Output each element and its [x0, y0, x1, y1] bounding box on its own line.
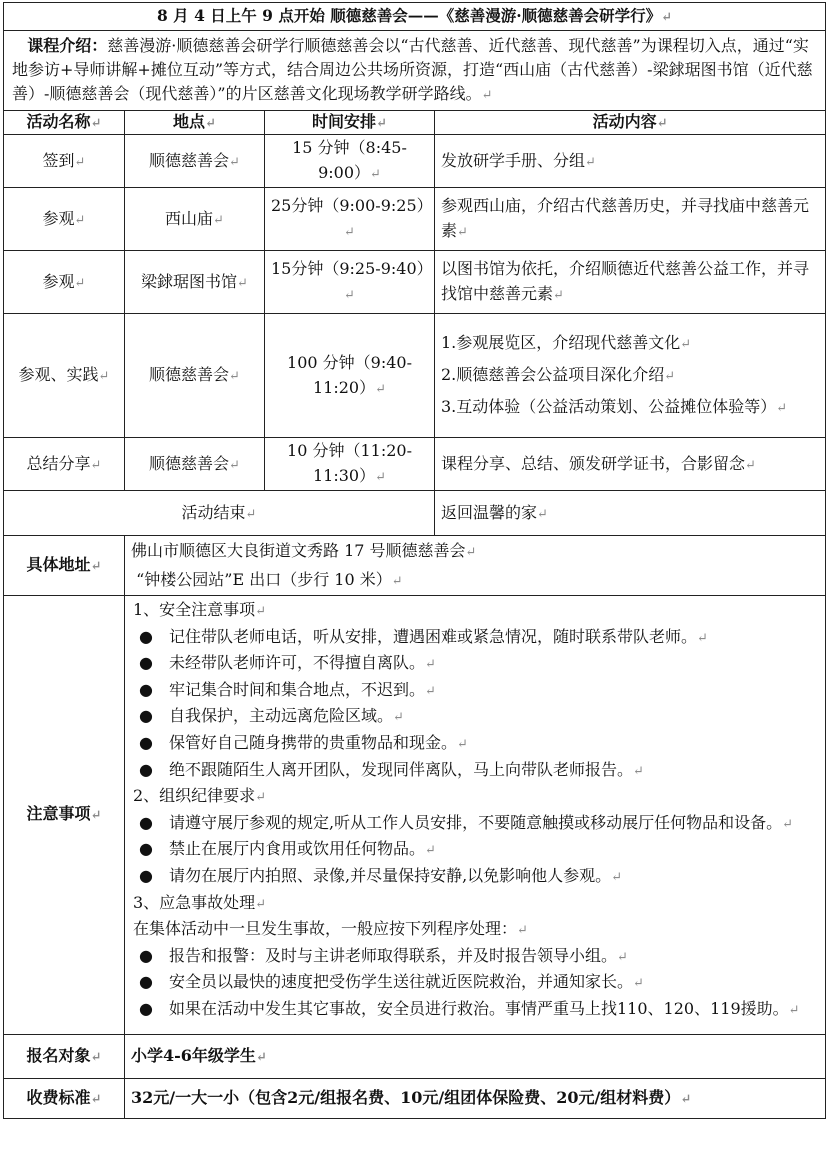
audience-label: 报名对象↵ [4, 1034, 125, 1078]
activity-end-label: 活动结束↵ [4, 491, 435, 536]
address-line-1: 佛山市顺德区大良街道文秀路 17 号顺德慈善会↵ [131, 540, 477, 560]
activity-time: 15 分钟（8:45-9:00）↵ [265, 135, 435, 188]
fee-label: 收费标准↵ [4, 1078, 125, 1118]
activity-content: 参观西山庙，介绍古代慈善历史，并寻找庙中慈善元素↵ [435, 188, 826, 251]
activity-place: 梁銶琚图书馆↵ [125, 251, 265, 314]
bullet-icon: ● [139, 626, 153, 646]
table-row [4, 314, 826, 438]
notes-section-title: 2、组织纪律要求↵ [133, 786, 267, 806]
course-intro [4, 31, 826, 111]
activity-time: 25分钟（9:00-9:25）↵ [265, 188, 435, 251]
list-item: ● 报告和报警：及时与主讲老师取得联系，并及时报告领导小组。↵ [133, 944, 821, 971]
fee-row [4, 1078, 826, 1118]
list-item: ● 请遵守展厅参观的规定,听从工作人员安排，不要随意触摸或移动展厅任何物品和设备。↵ [133, 811, 821, 838]
intro-label: 课程介绍： [27, 36, 108, 55]
audience-row [4, 1034, 826, 1078]
intro-row [4, 31, 826, 111]
activity-name: 签到↵ [4, 135, 125, 188]
table-header-row [4, 111, 826, 135]
course-table [3, 2, 826, 1119]
activity-content: 以图书馆为依托，介绍顺德近代慈善公益工作，并寻找馆中慈善元素↵ [435, 251, 826, 314]
bullet-icon: ● [139, 732, 153, 752]
activity-end-content: 返回温馨的家↵ [435, 491, 826, 536]
content-line: 3.互动体验（公益活动策划、公益摊位体验等）↵ [441, 396, 788, 416]
content-line: 2.顺德慈善会公益项目深化介绍↵ [441, 364, 676, 384]
bullet-icon: ● [139, 839, 153, 859]
activity-time: 100 分钟（9:40-11:20）↵ [265, 314, 435, 438]
bullet-icon: ● [139, 706, 153, 726]
list-item: ● 安全员以最快的速度把受伤学生送往就近医院救治，并通知家长。↵ [133, 970, 821, 997]
list-item: ● 保管好自己随身携带的贵重物品和现金。↵ [133, 731, 821, 758]
page-title: 8 月 4 日上午 9 点开始 顺德慈善会——《慈善漫游·顺德慈善会研学行》↵ [4, 3, 826, 31]
activity-place: 顺德慈善会↵ [125, 314, 265, 438]
list-item: ● 牢记集合时间和集合地点，不迟到。↵ [133, 678, 821, 705]
header-content: 活动内容↵ [435, 111, 826, 135]
activity-content [435, 314, 826, 438]
notes-section-intro: 在集体活动中一旦发生事故，一般应按下列程序处理：↵ [133, 919, 528, 939]
list-item: ● 请勿在展厅内拍照、录像,并尽量保持安静,以免影响他人参观。↵ [133, 864, 821, 891]
audience-value: 小学4-6年级学生↵ [125, 1034, 826, 1078]
title-row [4, 3, 826, 31]
activity-content: 课程分享、总结、颁发研学证书，合影留念↵ [435, 438, 826, 491]
list-item: ● 未经带队老师许可，不得擅自离队。↵ [133, 651, 821, 678]
list-item: ● 绝不跟随陌生人离开团队，发现同伴离队，马上向带队老师报告。↵ [133, 758, 821, 785]
bullet-icon: ● [139, 998, 153, 1018]
activity-name: 总结分享↵ [4, 438, 125, 491]
header-time: 时间安排↵ [265, 111, 435, 135]
address-line-2: “钟楼公园站”E 出口（步行 10 米）↵ [136, 569, 403, 589]
activity-place: 顺德慈善会↵ [125, 438, 265, 491]
content-line: 1.参观展览区，介绍现代慈善文化↵ [441, 332, 692, 352]
bullet-icon: ● [139, 759, 153, 779]
activity-place: 西山庙↵ [125, 188, 265, 251]
notes-section-title: 3、应急事故处理↵ [133, 892, 267, 912]
address-label: 具体地址↵ [4, 536, 125, 596]
table-row [4, 135, 826, 188]
list-item: ● 禁止在展厅内食用或饮用任何物品。↵ [133, 837, 821, 864]
bullet-icon: ● [139, 972, 153, 992]
notes-section-title: 1、安全注意事项↵ [133, 600, 267, 619]
bullet-icon: ● [139, 945, 153, 965]
return-arrow-icon: ↵ [661, 10, 673, 25]
list-item: ● 自我保护，主动远离危险区域。↵ [133, 704, 821, 731]
end-row [4, 491, 826, 536]
header-place: 地点↵ [125, 111, 265, 135]
list-item: ● 记住带队老师电话，听从安排，遭遇困难或紧急情况，随时联系带队老师。↵ [133, 625, 821, 652]
activity-time: 10 分钟（11:20-11:30）↵ [265, 438, 435, 491]
bullet-icon: ● [139, 679, 153, 699]
bullet-icon: ● [139, 653, 153, 673]
activity-content: 发放研学手册、分组↵ [435, 135, 826, 188]
bullet-icon: ● [139, 865, 153, 885]
notes-content [125, 596, 826, 1035]
activity-name: 参观、实践↵ [4, 314, 125, 438]
activity-time: 15分钟（9:25-9:40）↵ [265, 251, 435, 314]
return-arrow-icon: ↵ [481, 88, 493, 103]
activity-place: 顺德慈善会↵ [125, 135, 265, 188]
notes-label: 注意事项↵ [4, 596, 125, 1035]
list-item: ● 如果在活动中发生其它事故，安全员进行救治。事情严重马上找110、120、119援助。↵ [133, 997, 821, 1024]
table-row [4, 251, 826, 314]
notes-row [4, 596, 826, 1035]
activity-name: 参观↵ [4, 251, 125, 314]
address-row [4, 536, 826, 596]
table-row [4, 438, 826, 491]
table-row [4, 188, 826, 251]
fee-value: 32元/一大一小（包含2元/组报名费、10元/组团体保险费、20元/组材料费）↵ [125, 1078, 826, 1118]
address-value [125, 536, 826, 596]
bullet-icon: ● [139, 812, 153, 832]
header-activity-name: 活动名称↵ [4, 111, 125, 135]
intro-text: 慈善漫游·顺德慈善会研学行顺德慈善会以“古代慈善、近代慈善、现代慈善”为课程切入点，通过“实地参访+导师讲解+摊位互动”等方式，结合周边公共场所资源，打造“西山庙（古代慈善）-梁銶琚图书馆（近代慈善）-顺德慈善会（现代慈善）”的片区慈善文化现场教学研学路线。 [12, 36, 813, 103]
activity-name: 参观↵ [4, 188, 125, 251]
